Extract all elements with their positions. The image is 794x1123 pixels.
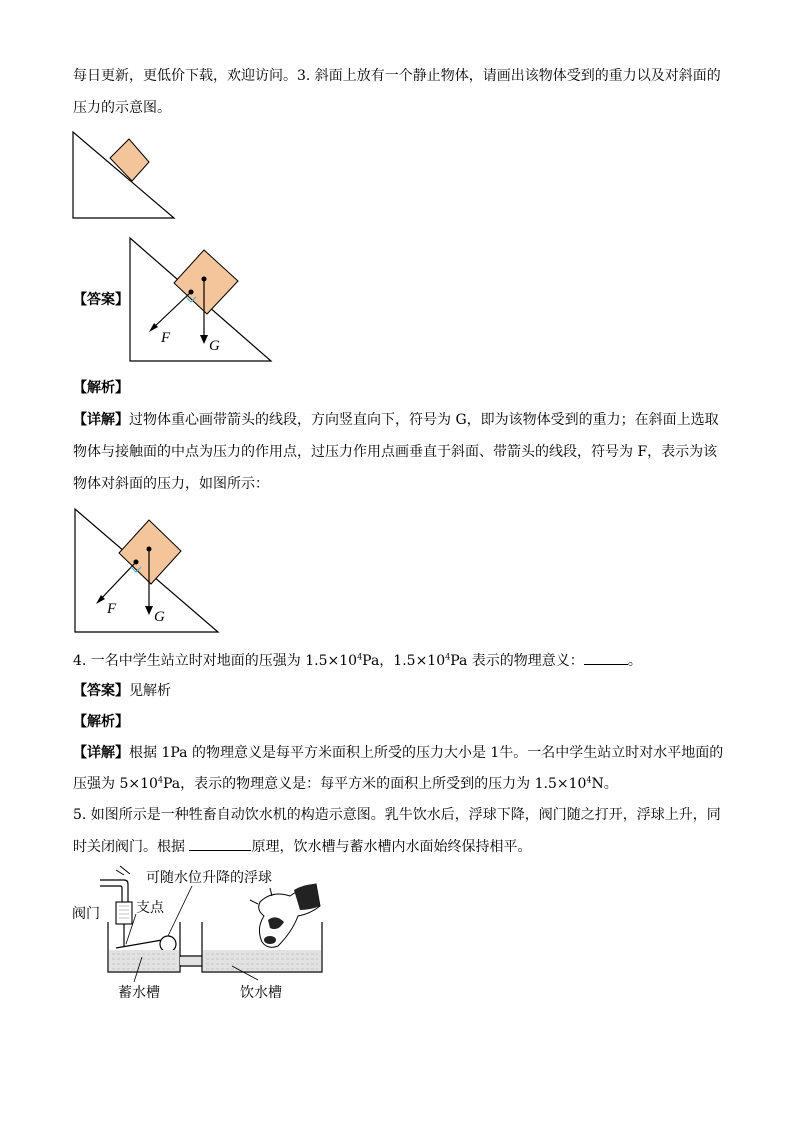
q4-detail-text1: 根据 1Pa 的物理意义是每平方米面积上所受的压力大小是 1牛。一名中学生站立时对水平地面的 [129, 745, 724, 761]
pressure-arrow [99, 562, 136, 601]
valve-label: 阀门 [72, 907, 100, 922]
water-trough-figure [72, 862, 332, 1007]
q4-suffix: Pa 表示的物理意义： [450, 653, 584, 669]
q4-detail-2c: N。 [591, 776, 618, 792]
q4-detail-2b: Pa，表示的物理意义是：每平方米的面积上所受到的压力为 1.5×10 [163, 776, 587, 792]
lever [116, 940, 162, 948]
q4-end: 。 [627, 653, 642, 669]
drink-label: 饮水槽 [240, 986, 282, 1001]
q3-detail-text1: 过物体重心画带箭头的线段，方向竖直向下，符号为 G，即为该物体受到的重力；在斜面上选取 [129, 412, 719, 428]
q4-detail-2a: 压强为 5×10 [73, 776, 158, 792]
q4-answer-text: 见解析 [129, 683, 171, 699]
center-of-gravity-dot [147, 547, 152, 552]
q4-detail-line1 [73, 743, 723, 763]
q3-analysis-label: 【解析】 [73, 380, 129, 396]
q5-line2b: 原理，饮水槽与蓄水槽内水面始终保持相平。 [251, 839, 532, 855]
float-label: 可随水位升降的浮球 [146, 871, 272, 886]
q4-answer-line [73, 681, 171, 701]
q4-analysis-label: 【解析】 [73, 714, 129, 730]
pivot-label: 支点 [136, 901, 164, 916]
q4-detail-label: 【详解】 [73, 745, 129, 761]
q3-detail-line3: 物体对斜面的压力，如图所示： [73, 476, 269, 492]
pressure-point-dot [134, 560, 139, 565]
q3-detail-line2: 物体与接触面的中点为压力的作用点，过压力作用点画垂直于斜面、带箭头的线段，符号为 F，表示为该 [73, 444, 718, 460]
storage-label: 蓄水槽 [118, 986, 160, 1001]
pressure-point-dot [189, 290, 194, 295]
q4-detail-exp2: 4 [586, 775, 592, 785]
q3-answer-label: 【答案】 [73, 292, 129, 308]
q3-detail-label: 【详解】 [73, 412, 129, 428]
label-F: F [107, 601, 117, 617]
incline-figure-question [72, 131, 182, 221]
cow-icon [250, 884, 320, 947]
q3-line2: 压力的示意图。 [73, 100, 171, 116]
pressure-arrow [152, 292, 191, 329]
q4-mid: Pa，1.5×10 [362, 653, 446, 669]
label-F: F [161, 330, 171, 346]
valve [116, 902, 132, 924]
float-ball-icon [160, 936, 176, 952]
center-of-gravity-dot [202, 277, 207, 282]
incline-figure-detail [73, 507, 223, 637]
q4-detail-line2 [73, 774, 618, 794]
q4-blank[interactable] [584, 650, 628, 665]
incline-figure-answer [128, 236, 276, 366]
q4-exp2: 4 [445, 652, 451, 662]
q4-detail-exp: 4 [157, 775, 163, 785]
label-G: G [154, 609, 165, 625]
q4-exp: 4 [357, 652, 363, 662]
q5-line2a: 时关闭阀门。根据 [73, 839, 190, 855]
q5-line2 [73, 836, 531, 857]
q4-line [73, 650, 642, 671]
q4-answer-label: 【答案】 [73, 683, 129, 699]
q5-line1: 5. 如图所示是一种牲畜自动饮水机的构造示意图。乳牛饮水后，浮球下降，阀门随之打开，浮球上升，同 [73, 807, 721, 823]
q5-blank[interactable] [189, 836, 251, 851]
q3-line1: 每日更新，更低价下载，欢迎访问。3. 斜面上放有一个静止物体，请画出该物体受到的重力以及对斜面的 [73, 68, 721, 84]
q3-detail-line1 [73, 410, 719, 430]
q4-prefix: 4. 一名中学生站立时对地面的压强为 1.5×10 [73, 653, 358, 669]
label-G: G [209, 338, 220, 354]
